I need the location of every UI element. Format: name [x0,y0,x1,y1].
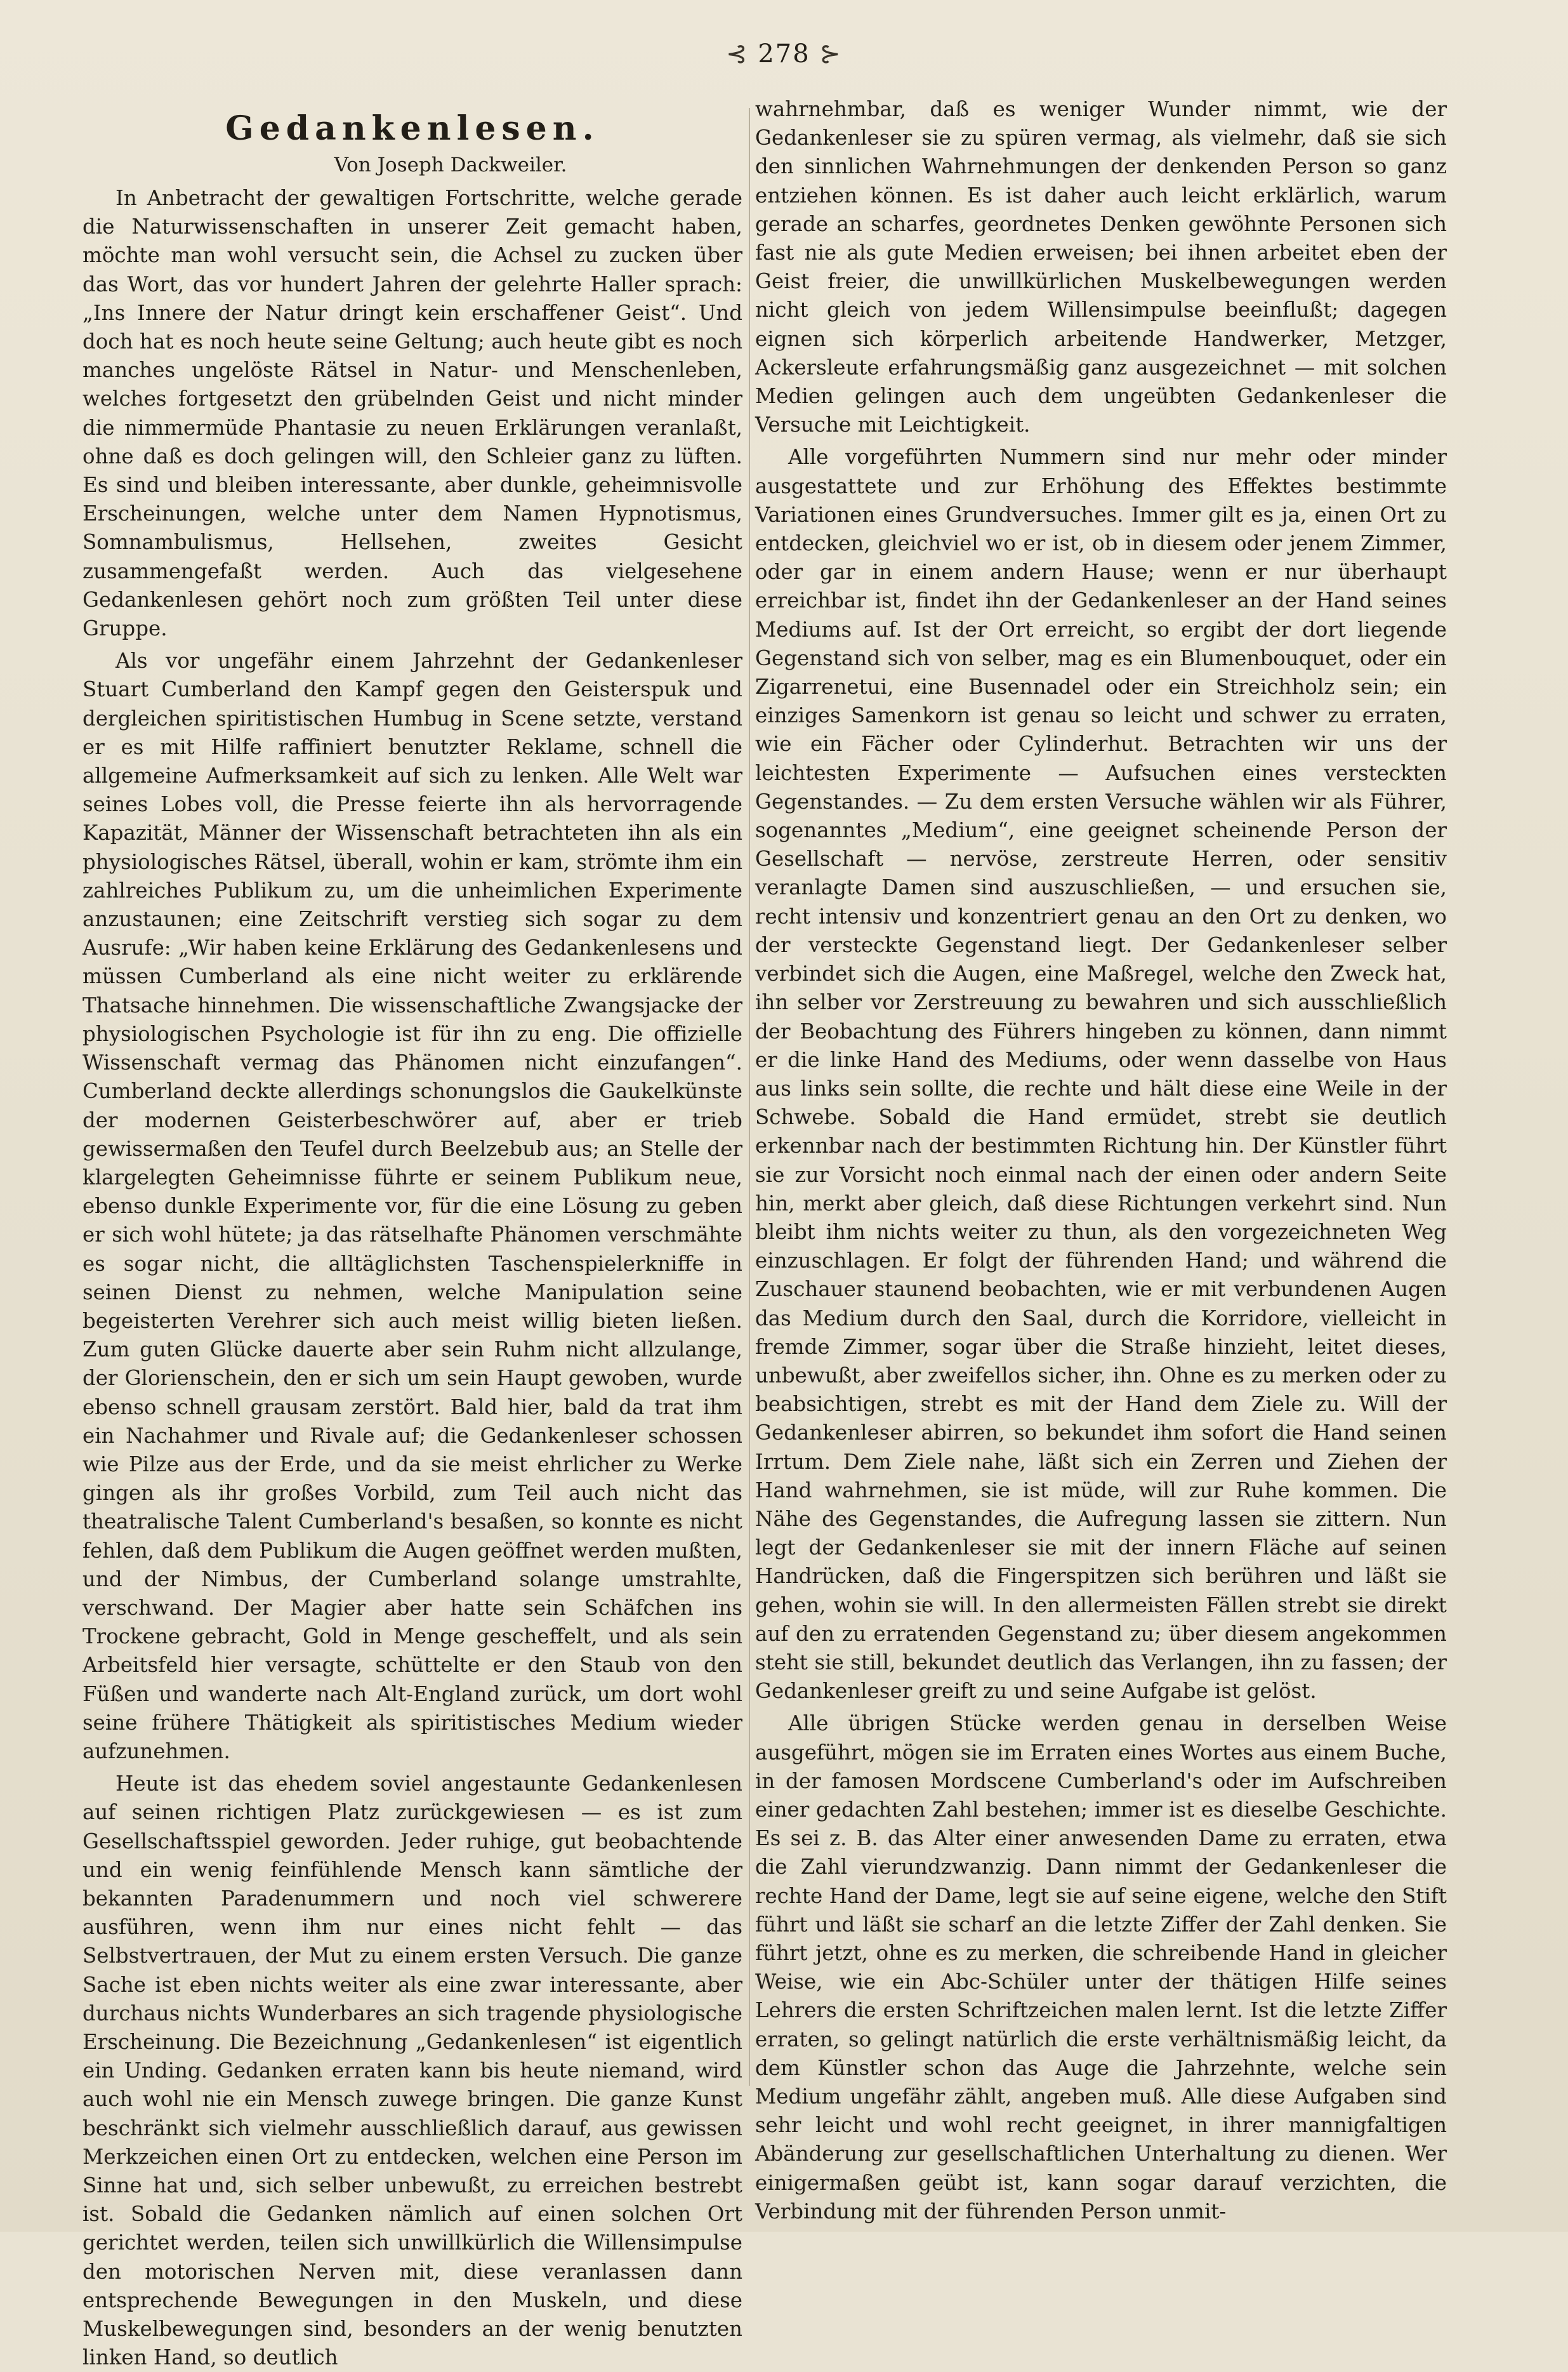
paragraph: Als vor ungefähr einem Jahrzehnt der Gedankenleser Stuart Cumberland den Kampf gegen den Geisterspuk und dergleichen spiritistischen Humbug in Scene setzte, verstand er es mit Hilfe raffiniert benutzter Reklame, schnell die allgemeine Aufmerksamkeit auf sich zu lenken. Alle Welt war seines Lobes voll, die Presse feierte ihn als hervorragende Kapazität, Männer der Wissenschaft betrachteten ihn als ein physiologisches Rätsel, überall, wohin er kam, strömte ihm ein zahlreiches Publikum zu, um die unheimlichen Experimente anzustaunen; eine Zeitschrift verstieg sich sogar zu dem Ausrufe: „Wir haben keine Erklärung des Gedankenlesens und müssen Cumberland als eine nicht weiter zu erklärende Thatsache hinnehmen. Die wissenschaftliche Zwangsjacke der physiologischen Psychologie ist für ihn zu eng. Die offizielle Wissenschaft vermag das Phänomen nicht einzufangen“. Cumberland deckte allerdings schonungslos die Gaukelkünste der modernen Geisterbeschwörer auf, aber er trieb gewissermaßen den Teufel durch Beelzebub aus; an Stelle der klargelegten Geheimnisse führte er seinem Publikum neue, ebenso dunkle Experimente vor, für die eine Lösung zu geben er sich wohl hütete; ja das rätselhafte Phänomen verschmähte es sogar nicht, die alltäglichsten Taschenspielerkniffe in seinen Dienst zu nehmen, welche Manipulation seine begeisterten Verehrer sich auch meist willig bieten ließen. Zum guten Glücke dauerte aber sein Ruhm nicht allzulange, der Glorienschein, den er sich um sein Haupt gewoben, wurde ebenso schnell grausam zerstört. Bald hier, bald da trat ihm ein Nachahmer und Rivale auf; die Gedankenleser schossen wie Pilze aus der Erde, und da sie meist ehrlicher zu Werke gingen als ihr großes Vorbild, zum Teil auch nicht das theatralische Talent Cumberland's besaßen, so konnte es nicht fehlen, daß dem Publikum die Augen geöffnet werden mußten, und der Nimbus, der Cumberland solange umstrahlte, verschwand. Der Magier aber hatte sein Schäfchen ins Trockene gebracht, Gold in Menge gescheffelt, und als sein Arbeitsfeld hier versagte, schüttelte er den Staub von den Füßen und wanderte nach Alt-England zurück, um dort wohl seine frühere Thätigkeit als spiritistisches Medium wieder aufzunehmen. [82,649,742,1763]
paragraph: Alle übrigen Stücke werden genau in derselben Weise ausgeführt, mögen sie im Erraten eines Wortes aus einem Buche, in der famosen Mordscene Cumberland's oder im Aufschreiben einer gedachten Zahl bestehen; immer ist es dieselbe Geschichte. Es sei z. B. das Alter einer anwesenden Dame zu erraten, etwa die Zahl vierundzwanzig. Dann nimmt der Gedankenleser die rechte Hand der Dame, legt sie auf seine eigene, welche den Stift führt und läßt sie scharf an die letzte Ziffer der Zahl denken. Sie führt jetzt, ohne es zu merken, die schreibende Hand in gleicher Weise, wie ein Abc-Schüler unter der thätigen Hilfe seines Lehrers die ersten Schriftzeichen malen lernt. Ist die letzte Ziffer erraten, so gelingt natürlich die erste verhältnismäßig leicht, da dem Künstler schon das Auge die Jahrzehnte, welche sein Medium ungefähr zählt, angeben muß. Alle diese Aufgaben sind sehr leicht und wohl recht geeignet, in ihrer mannigfaltigen Abänderung zur gesellschaftlichen Unterhaltung zu dienen. Wer einigermaßen geübt ist, kann sogar darauf verzichten, die Verbindung mit der führenden Person unmit- [755,1711,1447,2223]
article-title: Gedankenlesen. [225,109,600,148]
paragraph: wahrnehmbar, daß es weniger Wunder nimmt, wie der Gedankenleser sie zu spüren vermag, als vielmehr, daß sie sich den sinnlichen Wahrnehmungen der denkenden Person so ganz entziehen können. Es ist daher auch leicht erklärlich, warum gerade an scharfes, geordnetes Denken gewöhnte Personen sich fast nie als gute Medien erweisen; bei ihnen arbeitet eben der Geist freier, die unwillkürlichen Muskelbewegungen werden nicht gleich von jedem Willensimpulse beeinflußt; dagegen eignen sich körperlich arbeitende Handwerker, Metzger, Ackersleute erfahrungsmäßig ganz ausgezeichnet — mit solchen Medien gelingen auch dem ungeübten Gedankenleser die Versuche mit Leichtigkeit. [755,97,1447,437]
ornament-right-icon: ⊱ [819,39,842,69]
paragraph: Heute ist das ehedem soviel angestaunte Gedankenlesen auf seinen richtigen Platz zurückgewiesen — es ist zum Gesellschaftsspiel geworden. Jeder ruhige, gut beobachtende und ein wenig feinfühlende Mensch kann sämtliche der bekannten Paradenummern und noch viel schwerere ausführen, wenn ihm nur eines nicht fehlt — das Selbstvertrauen, der Mut zu einem ersten Versuch. Die ganze Sache ist eben nichts weiter als eine zwar interessante, aber durchaus nichts Wunderbares an sich tragende physiologische Erscheinung. Die Bezeichnung „Gedankenlesen“ ist eigentlich ein Unding. Gedanken erraten kann bis heute niemand, wird auch wohl nie ein Mensch zuwege bringen. Die ganze Kunst beschränkt sich vielmehr ausschließlich darauf, aus gewissen Merkzeichen einen Ort zu entdecken, welchen eine Person im Sinne hat und, sich selber unbewußt, zu erreichen bestrebt ist. Sobald die Gedanken nämlich auf einen solchen Ort gerichtet werden, teilen sich unwillkürlich die Willensimpulse den motorischen Nerven mit, diese veranlassen dann entsprechende Bewegungen in den Muskeln, und diese Muskelbewegungen sind, besonders an der wenig benutzten linken Hand, so deutlich [82,1772,742,2370]
article-column-left [82,108,742,2370]
article-byline: Von Joseph Dackweiler. [334,154,567,176]
ornament-left-icon: ⊰ [726,39,749,69]
paragraph: Alle vorgeführten Nummern sind nur mehr oder minder ausgestattete und zur Erhöhung des Effektes bestimmte Variationen eines Grundversuches. Immer gilt es ja, einen Ort zu entdecken, gleichviel wo er ist, ob in diesem oder jenem Zimmer, oder gar in einem andern Hause; wenn er nur überhaupt erreichbar ist, findet ihn der Gedankenleser an der Hand seines Mediums auf. Ist der Ort erreicht, so ergibt der dort liegende Gegenstand sich von selber, mag es ein Blumenbouquet, oder ein Zigarrenetui, eine Busennadel oder ein Streichholz sein; ein einziges Samenkorn ist genau so leicht und schwer zu erraten, wie ein Fächer oder Cylinderhut. Betrachten wir uns der leichtesten Experimente — Aufsuchen eines versteckten Gegenstandes. — Zu dem ersten Versuche wählen wir als Führer, sogenanntes „Medium“, eine geeignet scheinende Person der Gesellschaft — nervöse, zerstreute Herren, oder sensitiv veranlagte Damen sind auszuschließen, — und ersuchen sie, recht intensiv und konzentriert genau an den Ort zu denken, wo der versteckte Gegenstand liegt. Der Gedankenleser selber verbindet sich die Augen, eine Maßregel, welche den Zweck hat, ihn selber vor Zerstreuung zu bewahren und sich ausschließlich der Beobachtung des Führers hingeben zu können, dann nimmt er die linke Hand des Mediums, oder wenn dasselbe von Haus aus links sein sollte, die rechte und hält diese eine Weile in der Schwebe. Sobald die Hand ermüdet, strebt sie deutlich erkennbar nach der bestimmten Richtung hin. Der Künstler führt sie zur Vorsicht noch einmal nach der einen oder andern Seite hin, merkt aber gleich, daß diese Richtungen verkehrt sind. Nun bleibt ihm nichts weiter zu thun, als den vorgezeichneten Weg einzuschlagen. Er folgt der führenden Hand; und während die Zuschauer staunend beobachten, wie er mit verbundenen Augen das Medium durch den Saal, durch die Korridore, vielleicht in fremde Zimmer, sogar über die Straße hinzieht, leitet dieses, unbewußt, aber zweifellos sicher, ihn. Ohne es zu merken oder zu beabsichtigen, strebt es mit der Hand dem Ziele zu. Will der Gedankenleser abirren, so bekundet ihm sofort die Hand seinen Irrtum. Dem Ziele nahe, läßt sich ein Zerren und Ziehen der Hand wahrnehmen, sie ist müde, will zur Ruhe kommen. Die Nähe des Gegenstandes, die Aufregung lassen sie zittern. Nun legt der Gedankenleser sie mit der innern Fläche auf seinen Handrücken, daß die Fingerspitzen sich berühren und läßt sie gehen, wohin sie will. In den allermeisten Fällen strebt sie direkt auf den zu erratenden Gegenstand zu; über diesem angekommen steht sie still, bekundet deutlich das Verlangen, ihn zu fassen; der Gedankenleser greift zu und seine Aufgabe ist gelöst. [755,445,1447,1704]
page-header [0,39,1568,69]
page-number: 278 [758,39,810,69]
paragraph: In Anbetracht der gewaltigen Fortschritte, welche gerade die Naturwissenschaften in unserer Zeit gemacht haben, möchte man wohl versucht sein, die Achsel zu zucken über das Wort, das vor hundert Jahren der gelehrte Haller sprach: „Ins Innere der Natur dringt kein erschaffener Geist“. Und doch hat es noch heute seine Geltung; auch heute gibt es noch manches ungelöste Rätsel in Natur- und Menschenleben, welches fortgesetzt den grübelnden Geist und nicht minder die nimmermüde Phantasie zu neuen Erklärungen veranlaßt, ohne daß es doch gelingen will, den Schleier ganz zu lüften. Es sind und bleiben interessante, aber dunkle, geheimnisvolle Erscheinungen, welche unter dem Namen Hypnotismus, Somnambulismus, Hellsehen, zweites Gesicht zusammengefaßt werden. Auch das vielgesehene Gedankenlesen gehört noch zum größten Teil unter diese Gruppe. [82,186,742,641]
article-column-right [755,95,1447,2223]
column-divider [749,108,750,2086]
